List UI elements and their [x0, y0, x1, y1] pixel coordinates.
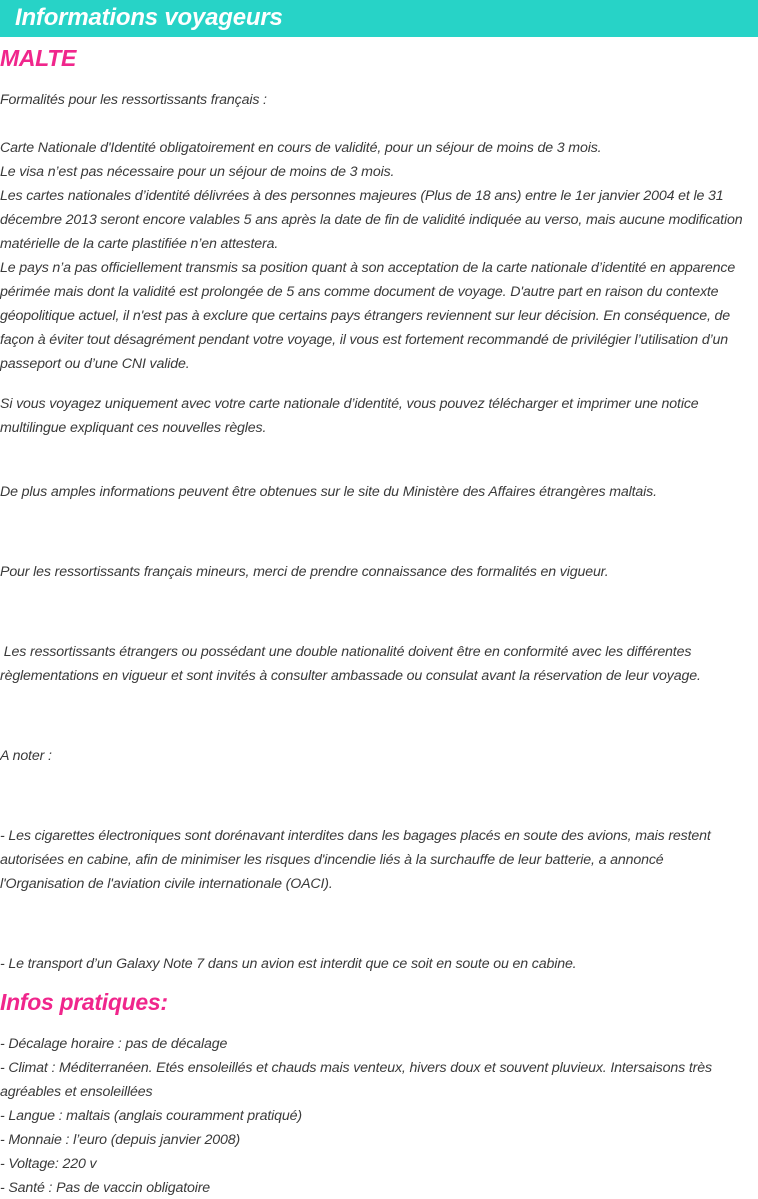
practical-item: - Santé : Pas de vaccin obligatoire [0, 1180, 211, 1196]
section-banner [0, 0, 758, 37]
notice-paragraph: Si vous voyagez uniquement avec votre carte nationale d’identité, vous pouvez télécharger et imprimer une notice multilingue expliquant ces nouvelles règles. [0, 396, 699, 436]
practical-item: - Langue : maltais (anglais couramment pratiqué) [0, 1108, 302, 1124]
formalities-intro: Formalités pour les ressortissants français : [0, 92, 267, 108]
practical-heading: Infos pratiques: [0, 989, 168, 1015]
foreigners-paragraph: Les ressortissants étrangers ou possédant une double nationalité doivent être en conformité avec les différentes règlementations en vigueur et sont invités à consulter ambassade ou consulat avant la réservation de leur voyage. [0, 644, 701, 684]
minors-paragraph: Pour les ressortissants français mineurs, merci de prendre connaissance des formalités en vigueur. [0, 564, 609, 580]
cigarettes-paragraph: - Les cigarettes électroniques sont dorénavant interdites dans les bagages placés en soute des avions, mais restent autorisées en cabine, afin de minimiser les risques d'incendie liés à la surchauffe de leur batterie, a annoncé l'Organisation de l'aviation civile internationale (OACI). [0, 828, 711, 892]
banner-title: Informations voyageurs [15, 4, 283, 31]
note-label: A noter : [0, 748, 52, 764]
practical-item: - Décalage horaire : pas de décalage [0, 1036, 228, 1052]
more-info-paragraph: De plus amples informations peuvent être obtenues sur le site du Ministère des Affaires étrangères maltais. [0, 484, 657, 500]
practical-list [0, 1032, 758, 1199]
practical-item: agréables et ensoleillées [0, 1084, 153, 1100]
country-heading: MALTE [0, 45, 77, 71]
formalities-paragraph: Carte Nationale d'Identité obligatoirement en cours de validité, pour un séjour de moins de 3 mois. Le visa n’est pas nécessaire pour un séjour de moins de 3 mois. Les cartes nationales d’identité délivrées à des personnes majeures (Plus de 18 ans) entre le 1er janvier 2004 et le 31 décembre 2013 seront encore valables 5 ans après la date de fin de validité indiquée au verso, mais aucune modification matérielle de la carte plastifiée n’en attestera. Le pays n’a pas officiellement transmis sa position quant à son acceptation de la carte nationale d’identité en apparence périmée mais dont la validité est prolongée de 5 ans comme document de voyage. D'autre part en raison du contexte géopolitique actuel, il n'est pas à exclure que certains pays étrangers reviennent sur leur décision. En conséquence, de façon à éviter tout désagrément pendant votre voyage, il vous est fortement recommandé de privilégier l’utilisation d’un passeport ou d’une CNI valide. [0, 140, 743, 372]
galaxy-paragraph: - Le transport d’un Galaxy Note 7 dans un avion est interdit que ce soit en soute ou en cabine. [0, 956, 577, 972]
practical-item: - Voltage: 220 v [0, 1156, 97, 1172]
practical-item: - Climat : Méditerranéen. Etés ensoleillés et chauds mais venteux, hivers doux et souvent pluvieux. Intersaisons très [0, 1060, 712, 1076]
practical-item: - Monnaie : l’euro (depuis janvier 2008) [0, 1132, 241, 1148]
